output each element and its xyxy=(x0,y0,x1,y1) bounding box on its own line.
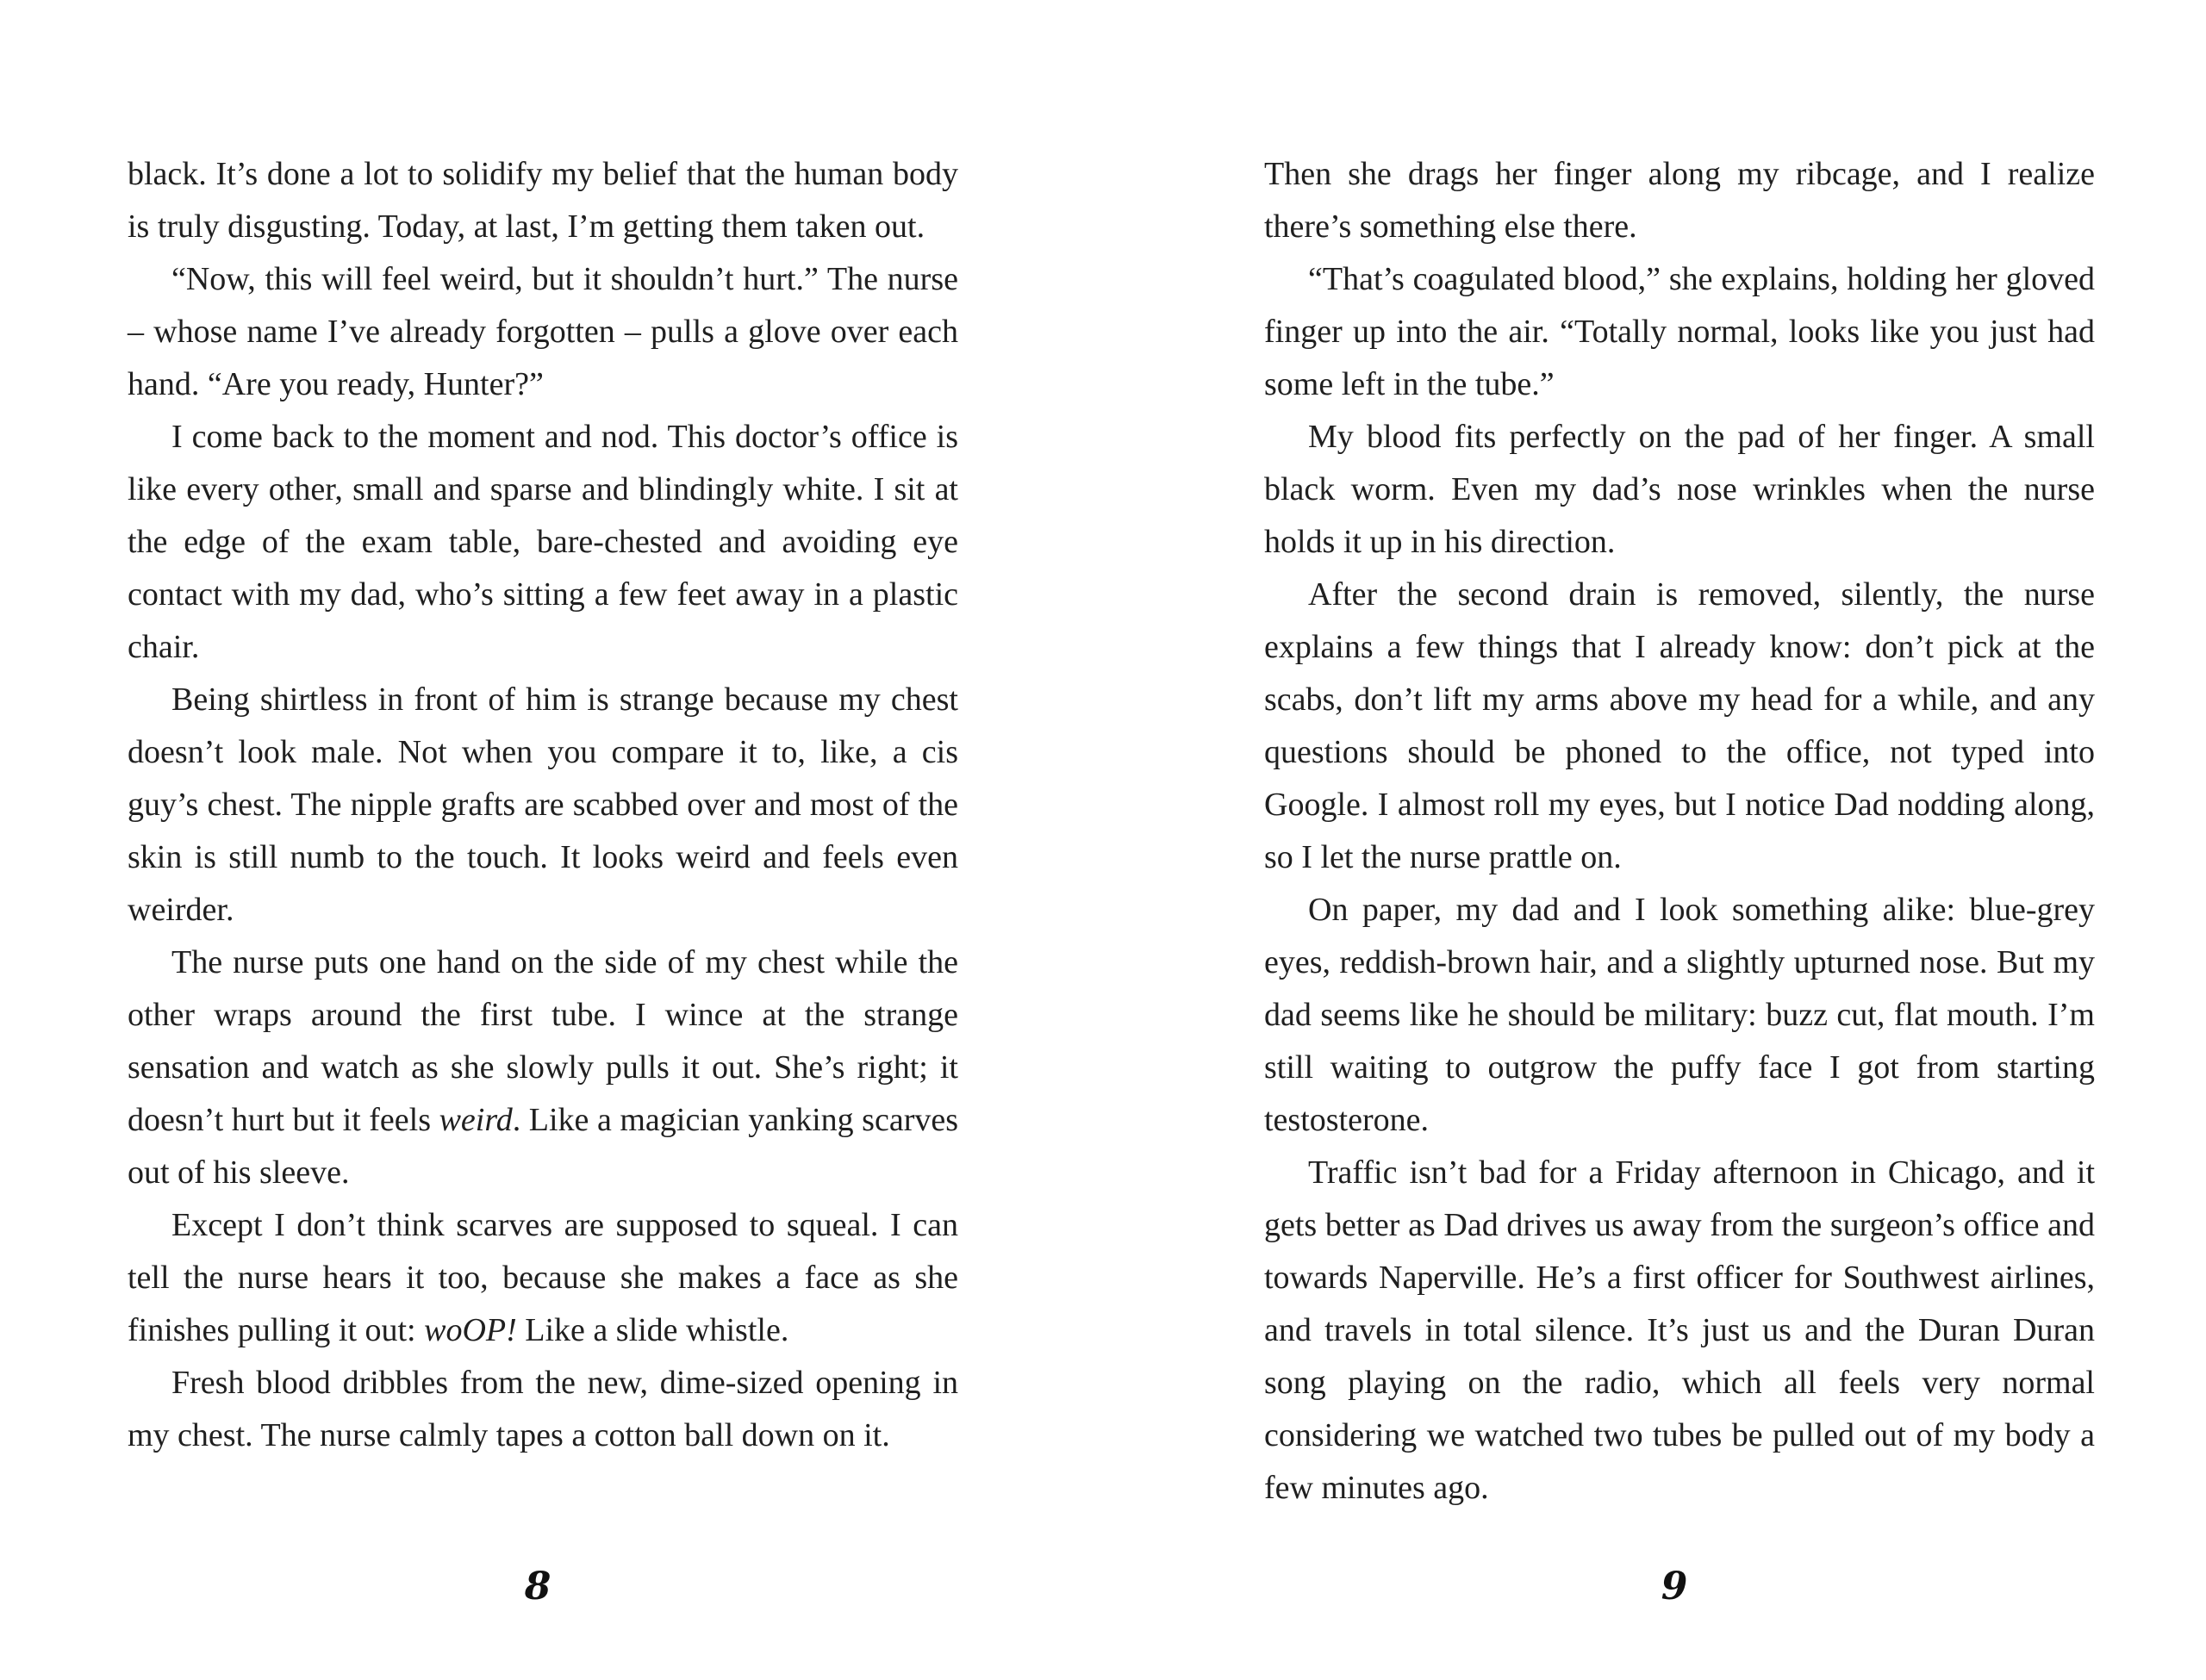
text-run: “That’s coagulated blood,” she explains, holding her gloved finger up into the air. “Totally normal, looks like you just had some left in the tube.” xyxy=(1264,261,2095,402)
left-page xyxy=(128,148,958,1462)
text-run: Like a slide whistle. xyxy=(516,1312,789,1348)
italic-text-run: woOP! xyxy=(424,1312,517,1348)
text-run: I come back to the moment and nod. This doctor’s office is like every other, small and sparse and blindingly white. I sit at the edge of the exam table, bare-chested and avoiding eye contact with my dad, who’s sitting a few feet away in a plastic chair. xyxy=(128,419,958,665)
paragraph xyxy=(128,411,958,674)
paragraph xyxy=(128,253,958,411)
text-run: Being shirtless in front of him is strange because my chest doesn’t look male. Not when you compare it to, like, a cis guy’s chest. The nipple grafts are scabbed over and most of the skin is still numb to the touch. It looks weird and feels even weirder. xyxy=(128,681,958,928)
paragraph xyxy=(128,674,958,936)
text-run: . Like a magician yanking scarves out of his sleeve. xyxy=(128,1102,959,1191)
left-page-body xyxy=(128,148,958,1462)
text-run: Then she drags her finger along my ribcage, and I realize there’s something else there. xyxy=(1264,156,2095,245)
text-run: “Now, this will feel weird, but it shouldn’t hurt.” The nurse – whose name I’ve already forgotten – pulls a glove over each hand. “Are you ready, Hunter?” xyxy=(128,261,958,402)
text-run: black. It’s done a lot to solidify my belief that the human body is truly disgusting. Today, at last, I’m getting them taken out. xyxy=(128,156,958,245)
text-run: My blood fits perfectly on the pad of her finger. A small black worm. Even my dad’s nose wrinkles when the nurse holds it up in his direction. xyxy=(1264,419,2095,560)
paragraph xyxy=(1264,1147,2095,1515)
paragraph xyxy=(1264,253,2095,411)
text-run: The nurse puts one hand on the side of my chest while the other wraps around the first tube. I wince at the strange sensation and watch as she slowly pulls it out. She’s right; it doesn’t hurt but it feels xyxy=(128,944,958,1138)
right-page xyxy=(1264,148,2095,1515)
paragraph xyxy=(128,148,958,253)
right-page-body xyxy=(1264,148,2095,1515)
paragraph xyxy=(1264,569,2095,884)
paragraph xyxy=(1264,411,2095,569)
paragraph xyxy=(128,1357,958,1462)
text-run: After the second drain is removed, silently, the nurse explains a few things that I already know: don’t pick at the scabs, don’t lift my arms above my head for a while, and any questions should be phoned to the office, not typed into Google. I almost roll my eyes, but I notice Dad nodding along, so I let the nurse prattle on. xyxy=(1264,576,2095,875)
paragraph xyxy=(1264,884,2095,1147)
paragraph xyxy=(128,1199,958,1357)
text-run: Except I don’t think scarves are supposed to squeal. I can tell the nurse hears it too, because she makes a face as she finishes pulling it out: xyxy=(128,1207,958,1348)
paragraph xyxy=(1264,148,2095,253)
text-run: Traffic isn’t bad for a Friday afternoon in Chicago, and it gets better as Dad drives us away from the surgeon’s office and towards Naperville. He’s a first officer for Southwest airlines, and travels in total silence. It’s just us and the Duran Duran song playing on the radio, which all feels very normal considering we watched two tubes be pulled out of my body a few minutes ago. xyxy=(1264,1154,2095,1506)
right-page-number: 9 xyxy=(1661,1565,1688,1608)
italic-text-run: weird xyxy=(439,1102,513,1138)
paragraph xyxy=(128,936,958,1199)
left-page-number: 8 xyxy=(524,1565,552,1608)
text-run: On paper, my dad and I look something alike: blue-grey eyes, reddish-brown hair, and a slightly upturned nose. But my dad seems like he should be military: buzz cut, flat mouth. I’m still waiting to outgrow the puffy face I got from starting testosterone. xyxy=(1264,892,2095,1138)
text-run: Fresh blood dribbles from the new, dime-sized opening in my chest. The nurse calmly tapes a cotton ball down on it. xyxy=(128,1365,958,1453)
